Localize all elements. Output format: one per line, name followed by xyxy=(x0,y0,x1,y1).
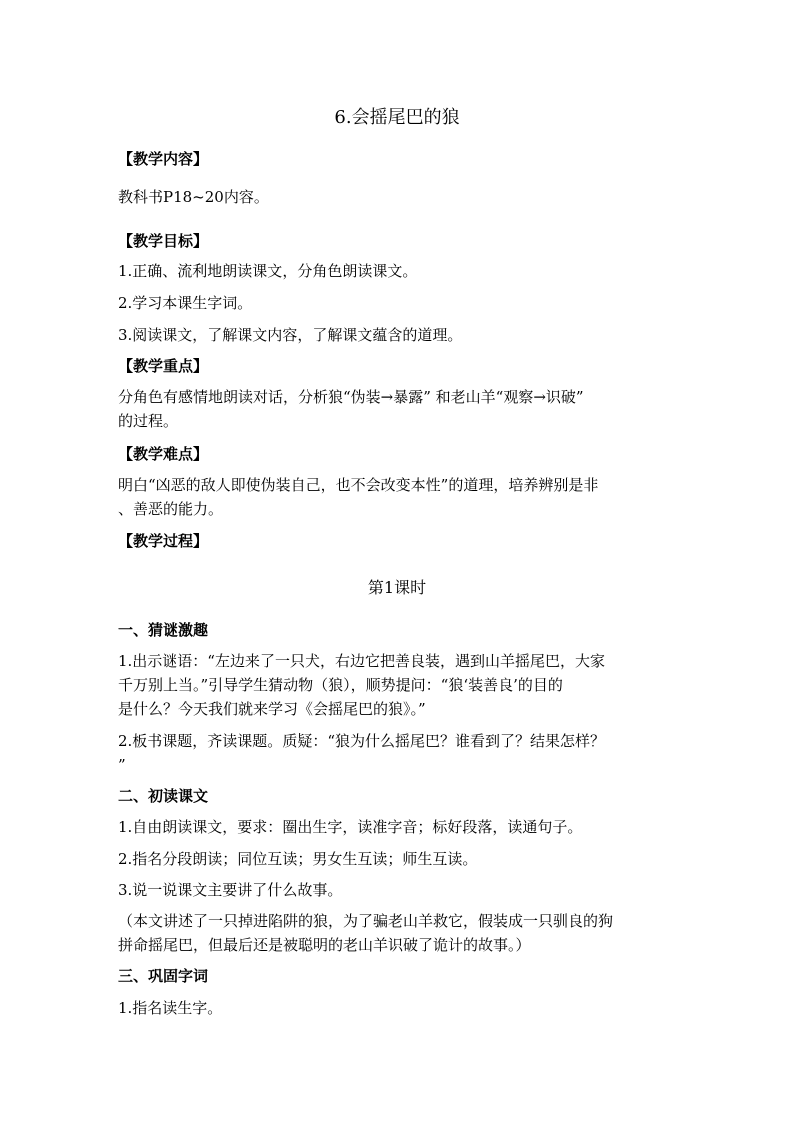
part-2-heading: 二、初读课文 xyxy=(118,787,209,805)
teaching-key-heading: 【教学重点】 xyxy=(118,357,209,375)
part-1-heading: 一、猜谜激趣 xyxy=(118,621,209,639)
part-2-item-2: 2.指名分段朗读；同位互读；男女生互读；师生互读。 xyxy=(118,850,478,868)
part-2-item-1: 1.自由朗读课文，要求：圈出生字，读准字音；标好段落，读通句子。 xyxy=(118,818,583,836)
teaching-difficulty-line-2: 、善恶的能力。 xyxy=(118,500,224,518)
teaching-goals-heading: 【教学目标】 xyxy=(118,232,209,250)
teaching-content-text: 教科书P18~20内容。 xyxy=(118,188,269,206)
teaching-key-line-1: 分角色有感情地朗读对话，分析狼“伪装→暴露” 和老山羊“观察→识破” xyxy=(118,388,584,406)
part-2-note-line-1: （本文讲述了一只掉进陷阱的狼，为了骗老山羊救它，假装成一只驯良的狗 xyxy=(118,912,614,930)
teaching-difficulty-line-1: 明白“凶恶的敌人即使伪装自己，也不会改变本性”的道理，培养辨别是非 xyxy=(118,476,599,494)
part-2-note-line-2: 拼命摇尾巴，但最后还是被聪明的老山羊识破了诡计的故事。） xyxy=(118,936,531,954)
goal-item-3: 3.阅读课文，了解课文内容，了解课文蕴含的道理。 xyxy=(118,326,463,344)
goal-item-2: 2.学习本课生字词。 xyxy=(118,294,253,312)
lesson-1-title: 第1课时 xyxy=(367,578,427,597)
teaching-process-heading: 【教学过程】 xyxy=(118,532,209,550)
part-1-item-1-line-1: 1.出示谜语：“左边来了一只犬，右边它把善良装，遇到山羊摇尾巴，大家 xyxy=(118,652,605,670)
teaching-content-heading: 【教学内容】 xyxy=(118,150,209,168)
teaching-difficulty-heading: 【教学难点】 xyxy=(118,445,209,463)
part-3-item-1: 1.指名读生字。 xyxy=(118,999,223,1017)
part-1-item-1-line-3: 是什么？今天我们就来学习《会摇尾巴的狼》。” xyxy=(118,700,426,718)
part-3-heading: 三、巩固字词 xyxy=(118,967,209,985)
part-1-item-2-line-1: 2.板书课题，齐读课题。质疑：“狼为什么摇尾巴？谁看到了？结果怎样？ xyxy=(118,732,605,750)
part-2-item-3: 3.说一说课文主要讲了什么故事。 xyxy=(118,881,343,899)
part-1-item-1-line-2: 千万别上当。”引导学生猜动物（狼），顺势提问：“狼‘装善良’的目的 xyxy=(118,676,563,694)
document-title: 6.会摇尾巴的狼 xyxy=(334,107,460,128)
goal-item-1: 1.正确、流利地朗读课文，分角色朗读课文。 xyxy=(118,262,418,280)
part-1-item-2-line-2: ” xyxy=(118,756,126,774)
teaching-key-line-2: 的过程。 xyxy=(118,412,179,430)
